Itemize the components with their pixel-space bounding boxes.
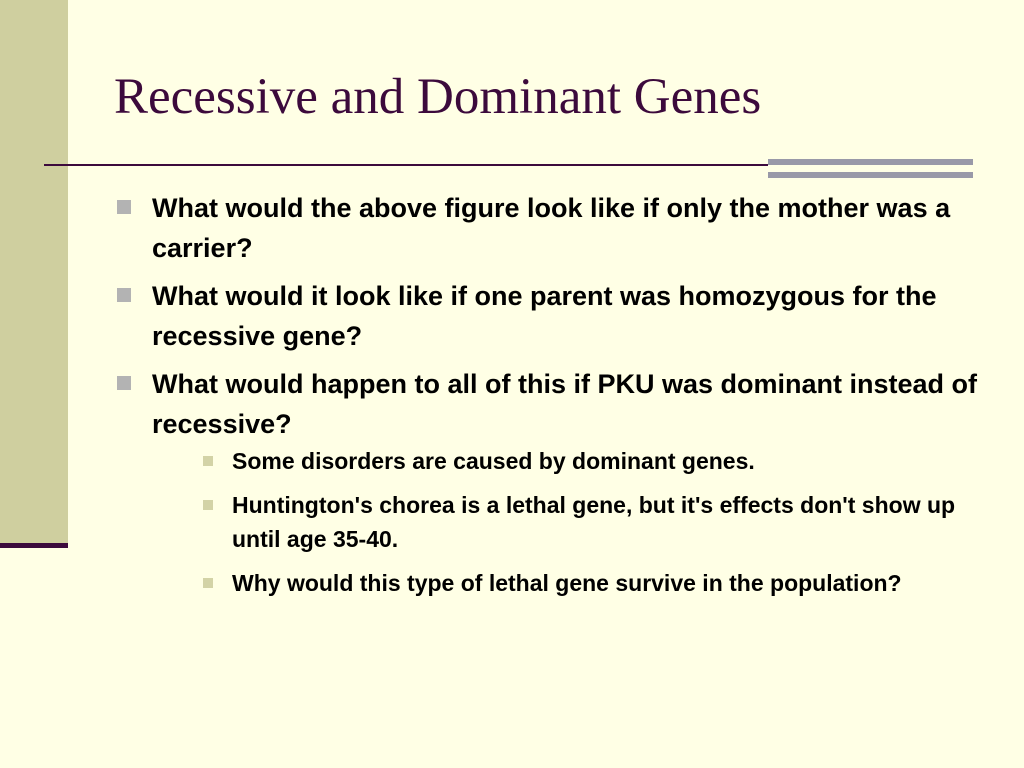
square-sub-bullet-icon bbox=[203, 456, 213, 466]
square-sub-bullet-icon bbox=[203, 578, 213, 588]
square-bullet-icon bbox=[117, 376, 131, 390]
slide-title: Recessive and Dominant Genes bbox=[114, 69, 762, 125]
sub-bullet-item bbox=[152, 566, 996, 600]
sub-bullet-text: Some disorders are caused by dominant genes. bbox=[232, 448, 755, 474]
bullet-item bbox=[116, 364, 996, 600]
sub-bullet-item bbox=[152, 488, 996, 556]
gray-accent-rule-bottom bbox=[768, 172, 973, 178]
bullet-item bbox=[116, 276, 996, 356]
left-bar-accent-rule bbox=[0, 543, 68, 548]
sub-bullet-text: Why would this type of lethal gene survive in the population? bbox=[232, 570, 902, 596]
bullet-list bbox=[116, 188, 996, 610]
sub-bullet-item bbox=[152, 444, 996, 478]
bullet-item bbox=[116, 188, 996, 268]
sub-bullet-list bbox=[152, 444, 996, 600]
square-bullet-icon bbox=[117, 288, 131, 302]
left-decorative-bar bbox=[0, 0, 68, 545]
title-underline-rule bbox=[44, 164, 768, 166]
bullet-text: What would the above figure look like if only the mother was a carrier? bbox=[152, 193, 951, 263]
bullet-text: What would happen to all of this if PKU was dominant instead of recessive? bbox=[152, 369, 978, 439]
square-bullet-icon bbox=[117, 200, 131, 214]
sub-bullet-text: Huntington's chorea is a lethal gene, but it's effects don't show up until age 35-40. bbox=[232, 492, 956, 552]
gray-accent-rule-top bbox=[768, 159, 973, 165]
bullet-text: What would it look like if one parent was homozygous for the recessive gene? bbox=[152, 281, 937, 351]
square-sub-bullet-icon bbox=[203, 500, 213, 510]
